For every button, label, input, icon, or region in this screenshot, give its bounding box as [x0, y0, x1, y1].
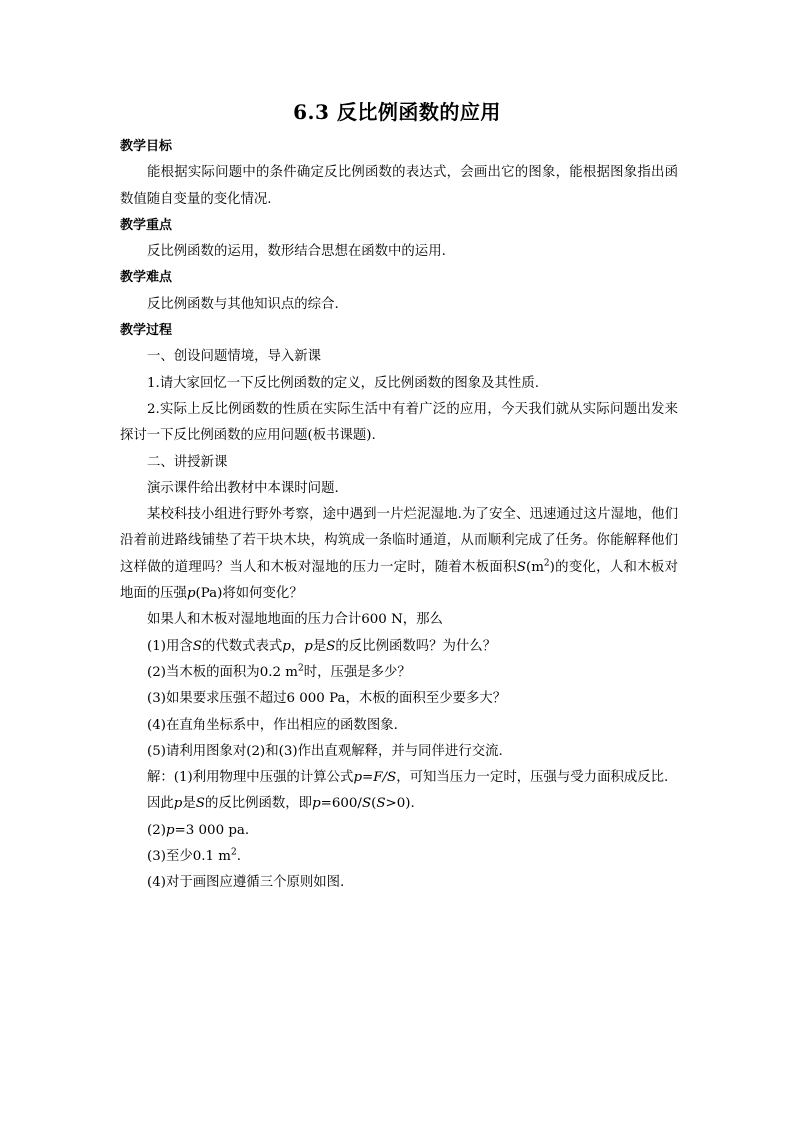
s1c-var-s3: S — [376, 796, 386, 812]
s1c-text-c: 的反比例函数，即 — [204, 796, 313, 812]
part1-item1: 1.请大家回忆一下反比例函数的定义，反比例函数的图象及其性质. — [147, 375, 539, 391]
q1-text-d: 是 — [312, 638, 327, 654]
story-var-p: p — [186, 586, 196, 602]
q1-text-a: (1)用含 — [147, 638, 193, 654]
question-4: (4)在直角坐标系中，作出相应的函数图象. — [147, 717, 398, 733]
q1-text-e: 的反比例函数吗？为什么？ — [335, 638, 497, 654]
s3-text-b: . — [236, 849, 241, 865]
section-heading-goals: 教学目标 — [120, 139, 173, 154]
section-heading-key-points: 教学重点 — [120, 217, 173, 233]
story-text-a: 某校科技小组进行野外考察，途中遇到一片烂泥湿地.为了安全、迅速通过这片湿地，他们沿着前进路线铺垫了若干块木块，构筑成一条临时通道，从而顺利完成了任务。你能解释他们这样做的道理吗？当人和木板对湿地的压力一定时，随着木板面积 — [120, 507, 678, 575]
story-unit-sup: 2 — [543, 558, 550, 569]
document-body — [120, 134, 678, 897]
s2-text-b: =3 000 pa. — [174, 822, 250, 838]
s1-formula: p=F/S — [353, 770, 397, 786]
q1-var-s: S — [192, 638, 202, 654]
story-unit-open: (m — [525, 559, 544, 575]
q2-text-b: 时，压强是多少？ — [303, 664, 411, 680]
q2-sup: 2 — [297, 663, 304, 674]
s1c-var-p2: p — [312, 796, 321, 812]
demo-line: 演示课件给出教材中本课时问题. — [147, 480, 339, 496]
s2-text-a: (2) — [147, 822, 166, 838]
story-text-c: (Pa)将如何变化？ — [195, 586, 303, 602]
solution-4: (4)对于画图应遵循三个原则如图. — [147, 875, 345, 891]
section-heading-process: 教学过程 — [120, 323, 173, 339]
s1c-text-f: >0). — [385, 796, 415, 812]
s1c-text-b: 是 — [182, 796, 196, 812]
s2-var-p: p — [165, 822, 175, 838]
story-var-s: S — [516, 559, 526, 575]
part2-title: 二、讲授新课 — [147, 454, 228, 470]
solution-1 — [120, 765, 678, 791]
q1-text-c: ， — [290, 638, 305, 654]
difficulties-text: 反比例函数与其他知识点的综合. — [147, 296, 339, 312]
story-text-b: )的变化，人和木板对地面的压强 — [120, 559, 678, 602]
s1c-var-s: S — [195, 796, 205, 812]
question-3: (3)如果要求压强不超过6 000 Pa，木板的面积至少要多大？ — [147, 691, 507, 707]
s1-text-a: 解：(1)利用物理中压强的计算公式 — [147, 770, 354, 786]
solution-3 — [120, 844, 678, 870]
goals-text: 能根据实际问题中的条件确定反比例函数的表达式，会画出它的图象，能根据图象指出函数值随自变量的变化情况. — [120, 165, 678, 207]
question-1 — [120, 634, 678, 660]
s1c-text-d: =600/ — [320, 796, 362, 812]
q1-var-p: p — [282, 638, 291, 654]
section-heading-difficulties: 教学难点 — [120, 270, 173, 286]
story-paragraph — [120, 502, 678, 607]
s1c-var-s2: S — [361, 796, 372, 812]
question-2 — [120, 660, 678, 686]
s3-text-a: (3)至少0.1 m — [147, 849, 231, 865]
condition-line: 如果人和木板对湿地地面的压力合计600 N，那么 — [147, 612, 443, 628]
s1c-var-p: p — [173, 796, 183, 812]
part1-item2: 2.实际上反比例函数的性质在实际生活中有着广泛的应用，今天我们就从实际问题出发来探讨一下反比例函数的应用问题(板书课题). — [120, 401, 678, 444]
page-title: 6.3 反比例函数的应用 — [293, 100, 501, 124]
solution-1-cont — [120, 791, 678, 817]
q1-var-p2: p — [304, 638, 313, 654]
solution-2 — [120, 818, 678, 844]
question-5: (5)请利用图象对(2)和(3)作出直观解释，并与同伴进行交流. — [147, 743, 503, 759]
s1c-text-e: ( — [371, 796, 377, 812]
s3-sup: 2 — [231, 847, 237, 858]
q1-text-b: 的代数式表式 — [201, 638, 283, 654]
key-points-text: 反比例函数的运用，数形结合思想在函数中的运用. — [147, 244, 446, 260]
part1-title: 一、创设问题情境，导入新课 — [147, 349, 322, 365]
q2-text-a: (2)当木板的面积为0.2 m — [147, 664, 298, 680]
s1c-text-a: 因此 — [147, 796, 174, 812]
q1-var-s2: S — [326, 638, 336, 654]
s1-text-b: ，可知当压力一定时，压强与受力面积成反比. — [396, 770, 669, 786]
